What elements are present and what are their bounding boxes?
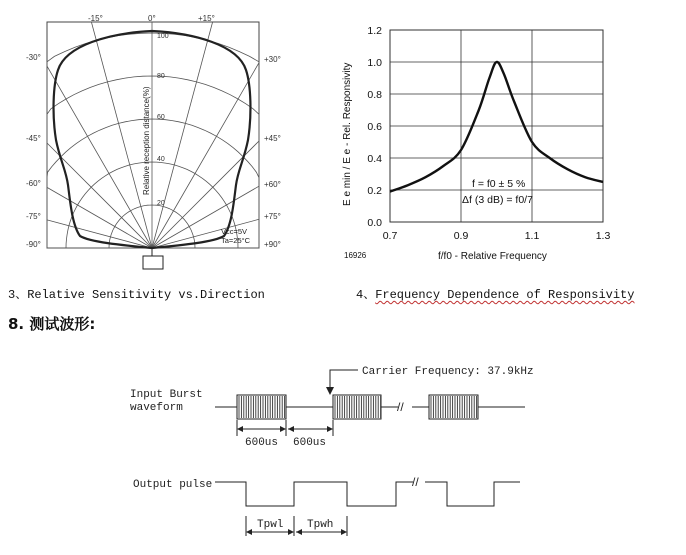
polar-angle-label: +30° <box>264 55 281 64</box>
polar-radial-axis-label: Relative reception distance(%) <box>142 86 151 195</box>
polar-angle-spoke <box>47 143 152 248</box>
polar-angle-spoke <box>47 187 152 248</box>
freq-x-tick-label: 1.1 <box>524 230 540 242</box>
tpw-arrowhead <box>288 529 294 535</box>
input-label-line1: Input Burst <box>130 389 203 401</box>
frequency-response-chart <box>330 0 686 285</box>
polar-radial-label: 80 <box>157 73 165 80</box>
polar-angle-spoke <box>47 66 152 248</box>
freq-caption <box>356 285 634 302</box>
polar-radial-label: 20 <box>157 200 165 207</box>
polar-angle-label: -75° <box>26 212 41 221</box>
section-heading: 8. 测试波形: <box>8 315 96 333</box>
carrier-burst <box>237 395 286 419</box>
polar-angle-label: -15° <box>88 14 103 23</box>
freq-annotation-2: Δf (3 dB) = f0/7 <box>462 194 533 206</box>
input-label-line2: waveform <box>130 402 183 414</box>
polar-sensitivity-chart <box>0 0 320 285</box>
freq-ylabel: E e min / E e - Rel. Responsivity <box>342 62 353 206</box>
freq-tick-labels <box>367 25 610 242</box>
output-label: Output pulse <box>133 479 213 491</box>
carrier-arrow-head <box>326 387 334 395</box>
freq-y-tick-label: 0.0 <box>367 217 382 229</box>
polar-angle-label: -45° <box>26 134 41 143</box>
polar-caption: 3、Relative Sensitivity vs.Direction <box>8 288 265 302</box>
freq-y-tick-label: 1.2 <box>367 25 382 37</box>
tpw-arrowhead <box>246 529 252 535</box>
tpwl-label: Tpwl <box>257 519 284 531</box>
freq-x-tick-label: 0.7 <box>382 230 398 242</box>
tpw-arrowhead <box>341 529 347 535</box>
polar-angle-label: +15° <box>198 14 215 23</box>
freq-series-line <box>390 62 603 192</box>
polar-angle-label: -90° <box>26 240 41 249</box>
freq-x-tick-label: 0.9 <box>453 230 469 242</box>
timing-arrowhead <box>288 426 294 432</box>
timing-label-2: 600us <box>293 437 327 449</box>
freq-y-tick-label: 0.4 <box>367 153 382 165</box>
freq-y-tick-label: 0.2 <box>367 185 382 197</box>
waveform-diagram <box>0 340 686 555</box>
output-pulse-line <box>215 482 413 506</box>
polar-radial-label: 40 <box>157 156 165 163</box>
output-break-mark: // <box>412 475 419 489</box>
output-pulse-line-2 <box>425 482 520 506</box>
sensor-icon <box>143 256 163 269</box>
polar-angle-label: +45° <box>264 134 281 143</box>
polar-angle-label: -30° <box>26 53 41 62</box>
freq-figure-id: 16926 <box>344 251 367 260</box>
timing-arrowhead <box>280 426 286 432</box>
freq-x-tick-label: 1.3 <box>595 230 611 242</box>
timing-arrowhead <box>237 426 243 432</box>
polar-grid <box>47 22 259 248</box>
freq-caption-prefix: 4、 <box>356 288 376 302</box>
polar-angle-label: 0° <box>148 14 156 23</box>
polar-angle-label: -60° <box>26 179 41 188</box>
freq-caption-text: Frequency Dependence of Responsivity <box>375 288 635 302</box>
polar-frame <box>47 22 259 248</box>
polar-radial-label: 100 <box>157 33 169 40</box>
freq-y-tick-label: 0.6 <box>367 121 382 133</box>
freq-annotation-1: f = f0 ± 5 % <box>472 178 526 190</box>
freq-xlabel: f/f0 - Relative Frequency <box>438 251 547 262</box>
tpwh-label: Tpwh <box>307 519 334 531</box>
carrier-arrow-line <box>330 370 358 390</box>
polar-condition-vcc: Vcc=5V <box>221 227 248 236</box>
polar-angle-label: +75° <box>264 212 281 221</box>
timing-arrowhead <box>327 426 333 432</box>
carrier-label: Carrier Frequency: 37.9kHz <box>362 366 534 378</box>
input-bursts <box>237 395 478 419</box>
freq-y-tick-label: 1.0 <box>367 57 382 69</box>
timing-label-1: 600us <box>245 437 279 449</box>
polar-angle-label: +60° <box>264 180 281 189</box>
input-break-mark: // <box>397 400 404 414</box>
polar-condition-ta: Ta=25°C <box>221 236 251 245</box>
polar-angle-label: +90° <box>264 240 281 249</box>
polar-angle-spoke <box>47 220 152 248</box>
polar-radial-label: 60 <box>157 114 165 121</box>
freq-y-tick-label: 0.8 <box>367 89 382 101</box>
tpw-arrowhead <box>296 529 302 535</box>
carrier-burst <box>429 395 478 419</box>
polar-range-arc <box>47 33 259 248</box>
polar-angle-spoke <box>152 22 213 248</box>
